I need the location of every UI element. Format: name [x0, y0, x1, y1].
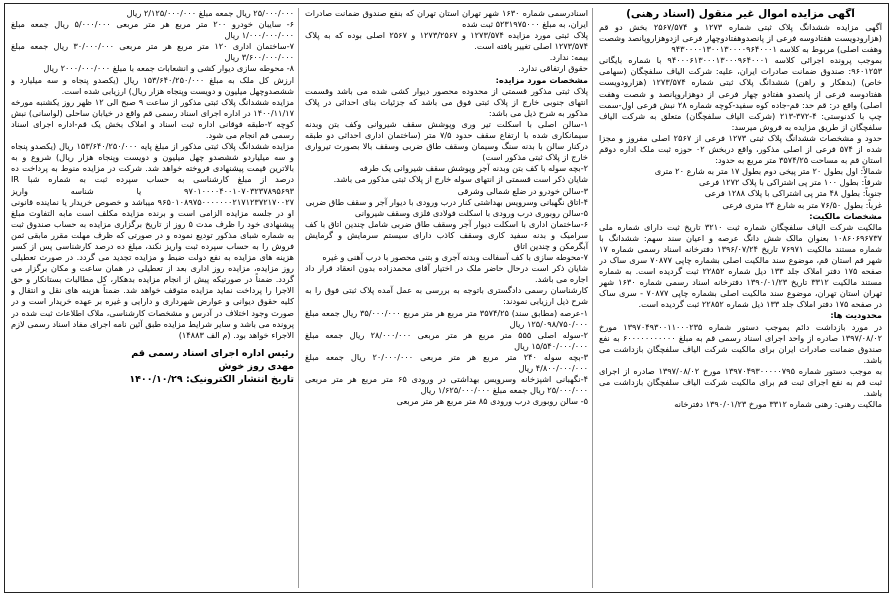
notice-paragraph: به موجب دستور شماره ۱۳۹۷۰۴۹۳۰۰۰۰۰۷۹۵ مورخ ۱۳۹۷/۰۸/۰۲ صادره از اجرای ثبت قم به نفع اجرای ثبت قم برای مالکیت شرکت الیاف سلفچگان بازداشت می باشد.: [599, 365, 882, 399]
notice-paragraph: آگهی مزایده ششدانگ پلاک ثبتی شماره ۱۲۷۳ و ۲۵۶۷/۵۷۴ بخش دو قم (هزارودویست هفتادوسه فرعی از پانصدوهفتادوچهار فرعی ازدوهزاروپانصد وشصت وهفت اصلی) مربوط به کلاسه ۹۴۳۰۰۰۰۱۳۰۰۱۳۰۰۰۰۹۶۴۰۰۰۱: [599, 22, 882, 55]
notice-page: [4, 3, 889, 593]
notice-paragraph: غرباً: بطول ۷۶/۵۰ متر به شارع ۲۴ متری فرعی: [722, 199, 882, 210]
signature-line3: تاریخ انتشار الکترونیک: ۱۴۰۰/۱۰/۲۹: [129, 373, 294, 385]
column-left: [11, 8, 299, 588]
notice-paragraph: مزایده ششدانگ پلاک ثبتی مذکور از ساعت ۹ صبح الی ۱۲ ظهر روز یکشنبه مورخه ۱۴۰۰/۱۱/۱۷ در اداره اجرای اسناد رسمی قم واقع در خیابان ساحلی (لواسانی) نبش کوچه ۲-طبقه فوقانی اداره ثبت اسناد و املاک بخش یک قم-اداره اجرای اسناد رسمی قم انجام می شود.: [11, 96, 294, 141]
column-right: [599, 8, 882, 588]
notice-paragraph: محدودیت ها:: [830, 310, 882, 321]
notice-columns: [11, 8, 882, 588]
notice-paragraph: مالکیت رهنی: رهنی شماره ۳۳۱۲ مورخ ۱۳۹۰/۰۱/۲۳ دفترخانه: [674, 399, 882, 410]
notice-paragraph: ۳-سالن خودرو در ضلع شمالی وشرقی: [457, 185, 588, 196]
notice-paragraph: ۸- محوطه سازی دیوار کشی و انشعابات جمعه با مبلغ ۲۰۰۰/۰۰۰/۰۰۰ ریال: [43, 63, 294, 74]
notice-paragraph: شمالاً: اول بطول ۲۰ متر پیخی دوم بطول ۱۷ متر به شارع ۲۰ متری: [654, 166, 882, 177]
notice-paragraph: ۶-ساختمان اداری با اسکلت دیوار آجر وسقف طاق ضربی شامل چندین اتاق با کف سرامیک و بدنه سفید کاری وسقف کاذب دارای سیستم سرمایش و گرمایش آبگرمکن و چندین اتاق: [305, 218, 588, 251]
notice-paragraph: ۷-محوطه سازی با کف آسفالت وبدنه آجری و بتنی محصور با درب آهنی و غیره: [322, 252, 588, 263]
signature-block: [11, 347, 294, 386]
notice-paragraph: اسنادرسمی شماره ۱۶۳۰ شهر تهران استان تهران که بنفع صندوق ضمانت صادرات ایران، به مبلغ ۵۲۳۱۹۷۵۰۰۰ ثبت شده: [305, 8, 589, 30]
notice-paragraph: پلاک ثبتی مورد مزایده ۱۲۷۳/۵۷۴ و ۱۲۷۳/۲۵۶۷ و ۲۵۶۷ اصلی بوده که به پلاک ۱۲۷۳/۵۷۴ اصلی تغییر یافته است.: [305, 30, 588, 52]
notice-paragraph: ۴-نگهبانی اشپزخانه وسرویس بهداشتی در ورودی ۶۵ متر مربع هر متر مربعی ۲۵/۰۰۰/۰۰۰ ریال جمعه مبلغ ۱/۶۲۵/۰۰۰/۰۰۰ ریال: [305, 374, 589, 396]
notice-paragraph: شایان ذکر است درحال حاضر ملک در اختیار آقای محمدزاده بدون انعقاد قرار داد اجاره می باشد.: [305, 263, 588, 285]
notice-paragraph: ۱-سالن اصلی با اسکلت تیر وری وپوشش سقف شیروانی وکف بتن وبدنه سیمانکاری شده با ارتفاع سقف حدود ۷/۵ متر (ساختمان اداری احداثی دو طبقه درکنار سالن با بدنه سنگ وسیمان وسقف طاق ضربی وسقف بالا بصورت تیرواری خارج از پلاک ثبتی مذکور است): [305, 118, 588, 163]
notice-paragraph: جنوباً: بطول ۴۸ متر پی اشتراکی با پلاک ۱۲۸۸ فرعی: [704, 188, 882, 199]
notice-paragraph: ۵-سالن روبوری درب ورودی با اسکلت فولادی فلزی وسقف شیروانی: [354, 207, 588, 218]
notice-paragraph: ۲-سوله اصلی ۵۵۵ متر مربع هر متر مربعی ۲۸/۰۰۰/۰۰۰ ریال جمعه مبلغ ۱۵/۵۴۰/۰۰۰/۰۰۰ ریال: [305, 329, 588, 351]
notice-paragraph: بیمه: ندارد.: [549, 52, 588, 63]
notice-paragraph: شرقاً: بطول ۱۰۰ متر پی اشتراکی با پلاک ۱۲۷۲ فرعی: [699, 177, 882, 188]
notice-paragraph: ۲۵/۰۰۰/۰۰۰ ریال جمعه مبلغ ۲/۱۲۵/۰۰۰/۰۰۰ ریال: [126, 8, 294, 18]
signature-line1: رئیس اداره اجرای اسناد رسمی قم: [131, 347, 294, 359]
notice-paragraph: ۴-اتاق نگهبانی وسرویس بهداشتی کنار درب ورودی با دیوار آجر و سقف طاق ضربی: [305, 196, 588, 207]
notice-paragraph: ۲-بچه سوله با کف بتن وبدنه آجر وپوشش سقف شیروانی یک طرفه: [359, 163, 588, 174]
notice-paragraph: ارزش کل ملک به مبلغ ۱۵۳/۶۴۰/۲۵۰/۰۰۰ ریال (یکصدو پنجاه و سه میلیارد و ششصدوچهل میلیون و دویست وپنجاه هزار ریال) ارزیابی شده است.: [11, 74, 294, 96]
notice-paragraph: مالکیت شرکت الیاف سلفچگان شماره ثبت ۳۲۱۰ تاریخ ثبت دارای شماره ملی ۱۰۸۶۰۶۹۶۷۳۷ بعنوان مالک شش دانگ عرصه و اعیان سند سهم: ششدانگ با شماره مستند مالکیت ۷۶۹۷۱ تاریخ ۱۳۹۶/۰۷/۲۴ دفترخانه اسناد رسمی شماره ۱۷ شهر قم استان قم، موضوع سند مالکیت اصلی بشماره چاپی ۷۰۸۷۷ سری ساک در صفحه ۱۷۵ دفتر املاک جلد ۱۳۳ دیل شماره ۲۲۸۵۲ ثبت گردیده است. به شماره مستند مالکیت ۳۳۱۲ تاریخ ۱۳۹۰/۰۱/۲۳ دفترخانه اسناد رسمی شماره ۱۶۳۰ شهر تهران استان تهران، موضوع سند مالکیت اصلی بشماره چاپی ۷۰۸۷۷ - سری ساک در صفحه ۱۷۵ دفتر املاک جلد ۱۳۳ ذیل شماره ۲۲۸۵۲ ثبت گردیده است.: [599, 221, 882, 310]
notice-paragraph: مزایده ششدانگ پلاک ثبتی مذکور از مبلغ پایه ۱۵۳/۶۴۰/۲۵۰/۰۰۰ ریال (یکصدو پنجاه و سه میلیاردو ششصدو چهل میلیون و دویست وپنجاه هزار ریال) شروع و به بالاترین قیمت پیشنهادی فروخته خواهد شد. شرکت در مزایده منوط به پرداخت ده درصد از مبلغ کارشناسی به حساب سپرده ثبت به شماره شبا IR ۹۷۰۱۰۰۰۰۴۰۰۱۰۷۰۳۲۳۷۸۹۵۶۹۳ یا شناسه واریز ۹۶۵۰۱۰۸۹۷۵۰۰۰۰۰۰۰۲۱۷۱۲۳۷۲۱۷۰۰۲۷ میباشد و خصوص خریدار یا نماینده قانونی او در جلسه مزایده الزامی است و برنده مزایده مکلف است مابه التفاوت مبلغ پیشنهادی خود را ظرف مدت ۵ روز از تاریخ برگزاری مزایده به حساب صندوق ثبت به شماره شبای مذکور تودیع نموده و در صورتی که ظرف مهلت مقرر مابقی ثمن فروش را به حساب سپرده ثبت واریز نکند، مبلغ ده درصد کارشناسی پس از کسر هزینه های مزایده به نفع دولت ضبط و مزایده تجدید می گردد. در صورت تعطیلی روز مزایده، مزایده روز اداری بعد از تعطیلی در همان ساعت و مکان برگزار می گردد. ضمناً در صورتیکه پیش از انجام مزایده بدهکار، کل مطالبات بستانکار و حق الاجرا را پرداخت نماید مزایده متوقف خواهد شد. ضمناً هزینه های نقل و انتقال و کلیه حقوق دیوانی و عوارض شهرداری و دارایی و غیره بر عهده خریدار است و در صورت وجود اختلاف در آدرس و مشخصات کارشناسی، ملاک اطلاعات ثبت شده در پرونده می باشد و سایر شرایط مزایده طبق آئین نامه اجرای مفاد اسناد رسمی لازم الاجراء خواهد بود. (م الف ۱۴۸۸۳): [11, 141, 294, 340]
notice-title: آگهی مزایده اموال غیر منقول (اسناد رهنی): [626, 8, 855, 20]
column-middle: [305, 8, 593, 588]
notice-paragraph: حقوق ارتفاقی ندارد.: [518, 63, 588, 74]
notice-paragraph: ۵- سالن روبوری درب ورودی ۸۵ متر مربع هر متر مربعی: [396, 396, 588, 407]
notice-paragraph: پلاک ثبتی مذکور قسمتی از محدوده محصور دیوار کشی شده می باشد وقسمت انتهای جنوبی خارج از پلاک ثبتی فوق می باشد که جزئیات بنای احداثی در پلاک مذکور به شرح ذیل می باشد:: [305, 85, 588, 118]
notice-paragraph: ۳-بچه سوله ۲۴۰ متر مربع هر متر مربعی ۲۰/۰۰۰/۰۰۰ ریال جمعه مبلغ ۴/۸۰۰/۰۰۰/۰۰۰ ریال: [305, 351, 589, 373]
notice-paragraph: حدود و مشخصات ششدانگ پلاک ثبتی ۱۲۷۳ فرعی از ۲۵۶۷ اصلی مفروز و مجزا شده از ۵۷۴ فرعی از اصلی مذکور، واقع دربخش ۰۲ حوزه ثبت ملک اداره دوقم استان قم به مساحت ۳۵۷۴/۲۵ متر مربع به حدود:: [599, 132, 882, 166]
notice-paragraph: شایان ذکر است قسمتی از انتهای سوله خارج از پلاک ثبتی مذکور می باشد.: [333, 174, 588, 185]
notice-paragraph: در مورد بازداشت دائم بموجب دستور شماره ۱۳۹۷۰۴۹۳۰۰۱۱۰۰۰۲۳۵ مورخ ۱۳۹۷/۰۸/۰۲ صادره از واحد اجرای اسناد رسمی قم به مبلغ ۶۰۰۰۰۰۰۰۰۰۰۰ به نفع صندوق ضمانت صادرات ایران برای مالکیت شرکت الیاف سلفچگان بازداشت می باشد.: [599, 321, 882, 365]
notice-paragraph: کارشناسان رسمی دادگستری باتوجه به بررسی به عمل آمده پلاک ثبتی فوق را به شرح ذیل ارزیابی نمودند:: [305, 285, 588, 307]
notice-paragraph: مشخصات مالکیت:: [809, 210, 882, 221]
signature-line2: مهدی روز خوش: [218, 360, 294, 372]
notice-paragraph: مشخصات مورد مزایده:: [495, 74, 588, 85]
notice-paragraph: ۶- سایبان خودرو ۲۰۰ متر مربع هر متر مربعی ۵/۰۰۰/۰۰۰ ریال جمعه مبلغ ۱/۰۰۰/۰۰۰/۰۰۰ ریال: [11, 19, 294, 41]
notice-paragraph: بموجب پرونده اجرائی کلاسه ۹۴۰۰۰۶۱۳۰۰۰۱۳۰۰۰۹۶۴۰۰۰۱ با شماره بایگانی ۹۶۰۱۲۵۳: صندوق ضمانت صادرات ایران، علیه: شرکت الیاف سلفچگان (سهامی خاص) (بدهکار و راهن) ششدانگ پلاک ثبتی شماره ۱۲۷۳/۵۷۴ (هزارودویست هفتادوسه فرعی از پانصدو هفتادو چهار فرعی از دوهزاروپانصد و شصت وهفت اصلی) واقع در: قم حد: قم-جاده کوه سفید-کوچه شماره ۲۸ نبش فرعی اول-سمت چپ با کدنوستی: ۴-۳۷۲-۲۱۳ (شرکت الیاف سلفچگان) متعلق به شرکت الیاف سلفچگان از طریق مزایده به فروش میرسد:: [599, 55, 882, 132]
notice-paragraph: ۱-عرصه (مطابق سند) ۳۵۷۴/۲۵ متر مربع هر متر مربع ۳۵/۰۰۰/۰۰۰ ریال جمعه مبلغ ۱۲۵/۰۹۸/۷۵۰/۰۰۰ ریال: [305, 307, 589, 329]
notice-paragraph: ۷-ساختمان اداری ۱۲۰ متر مربع هر متر مربعی ۳۰/۰۰۰/۰۰۰ ریال جمعه مبلغ ۳/۶۰۰/۰۰۰/۰۰۰ ریال: [11, 41, 294, 63]
